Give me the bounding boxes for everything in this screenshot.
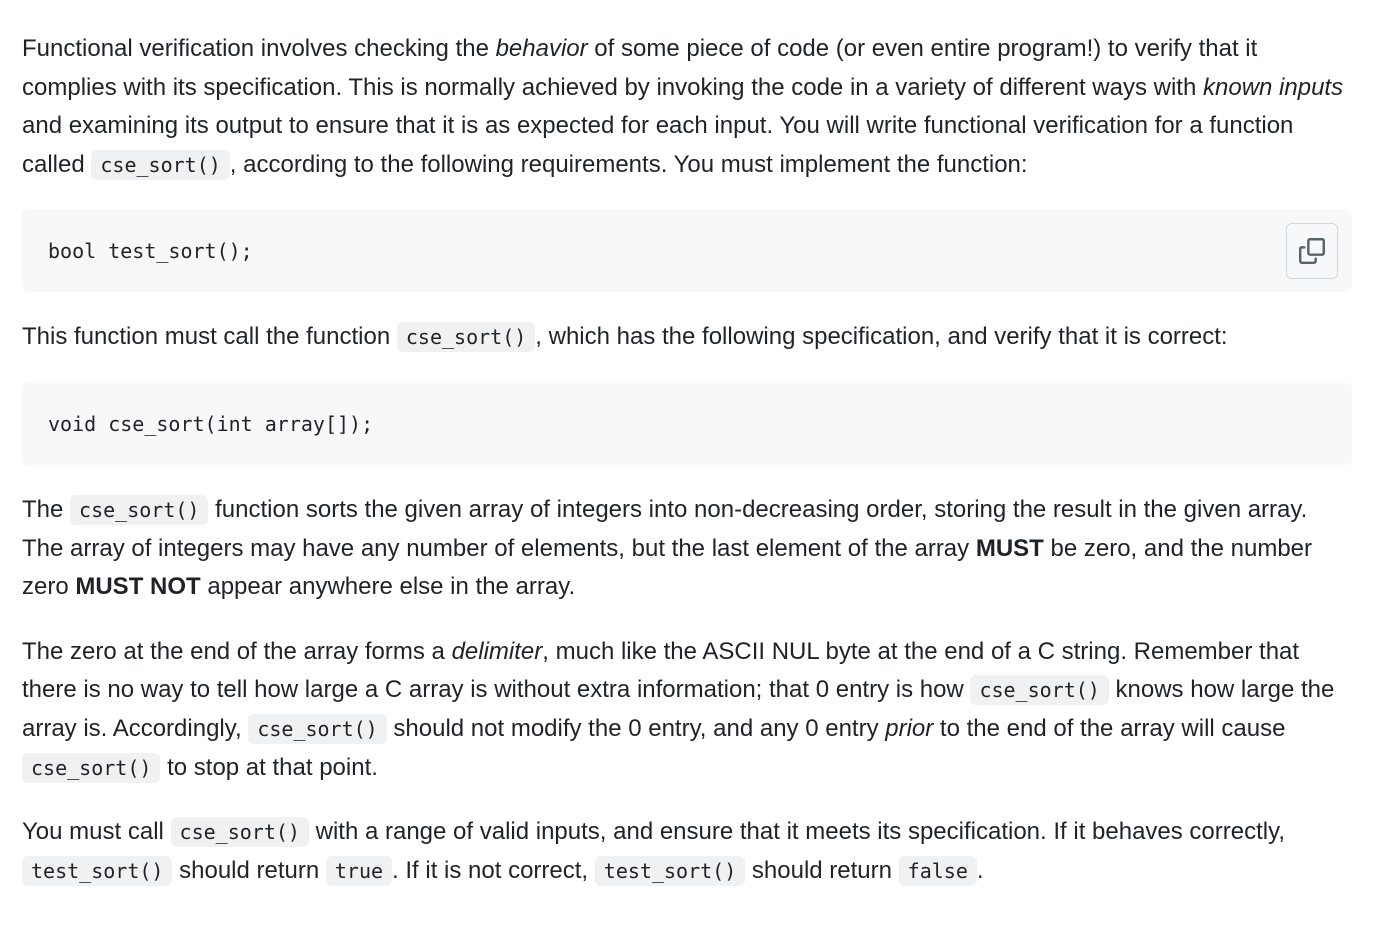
paragraph-intro (22, 30, 1352, 184)
text: Functional verification involves checking the (22, 35, 496, 62)
text: . If it is not correct, (392, 856, 595, 884)
text: This function must call the function (22, 323, 397, 351)
text: The (22, 495, 71, 523)
text: , much like the ASCII NUL byte at the end of a C string. Remember that there is no way to tell how large a C array is without extra information; that 0 entry is how (22, 637, 1300, 704)
paragraph-requirements (22, 813, 1352, 890)
text: with a range of valid inputs, and ensure that it meets its specification. If it behaves correctly, (308, 818, 1285, 846)
text: You must call (22, 818, 171, 846)
text: knows how large the array is. Accordingly, (22, 676, 1335, 742)
inline-code-test-sort: test_sort() (22, 856, 172, 886)
emphasis-delimiter: delimiter (451, 637, 543, 665)
paragraph-call-function (22, 318, 1352, 357)
copy-icon (1299, 238, 1325, 264)
text: should return (172, 856, 326, 884)
text: , according to the following requirements. You must implement the function: (229, 150, 1028, 178)
inline-code-cse-sort: cse_sort() (70, 495, 208, 525)
inline-code-cse-sort: cse_sort() (397, 322, 535, 352)
inline-code-cse-sort: cse_sort() (171, 817, 309, 847)
copy-button[interactable] (1286, 223, 1338, 279)
text: and examining its output to ensure that it is as expected for each input. You will write functional verification for a function called (22, 112, 1294, 178)
text: appear anywhere else in the array. (200, 573, 576, 601)
code-cse-sort-declaration: void cse_sort(int array[]); (48, 411, 374, 436)
document-body (22, 30, 1352, 916)
paragraph-sort-spec (22, 491, 1352, 607)
emphasis-behavior: behavior (495, 35, 588, 62)
inline-code-false: false (899, 856, 977, 886)
strong-must: MUST (975, 534, 1044, 562)
code-test-sort-declaration: bool test_sort(); (48, 239, 253, 264)
inline-code-true: true (326, 856, 392, 886)
code-block-cse-sort (22, 383, 1352, 465)
text: The zero at the end of the array forms a (22, 637, 452, 665)
strong-must-not: MUST NOT (75, 573, 201, 601)
text: . (976, 856, 984, 884)
emphasis-known-inputs: known inputs (1203, 73, 1344, 101)
inline-code-cse-sort: cse_sort() (248, 714, 386, 744)
text: to the end of the array will cause (933, 714, 1286, 742)
inline-code-cse-sort: cse_sort() (91, 150, 229, 180)
text: function sorts the given array of integers into non-decreasing order, storing the result in the given array. The array of integers may have any number of elements, but the last element of the array (22, 495, 1308, 562)
text: should not modify the 0 entry, and any 0 entry (386, 714, 886, 742)
inline-code-test-sort: test_sort() (595, 856, 745, 886)
text: should return (745, 856, 899, 884)
inline-code-cse-sort: cse_sort() (22, 753, 160, 783)
text: be zero, and the number zero (22, 534, 1312, 601)
code-block-test-sort (22, 210, 1352, 292)
paragraph-delimiter (22, 633, 1352, 787)
inline-code-cse-sort: cse_sort() (970, 675, 1108, 705)
text: to stop at that point. (160, 753, 378, 781)
text: , which has the following specification, and verify that it is correct: (535, 323, 1228, 351)
emphasis-prior: prior (885, 714, 934, 742)
text: of some piece of code (or even entire program!) to verify that it complies with its specification. This is normally achieved by invoking the code in a variety of different ways with (22, 35, 1258, 101)
